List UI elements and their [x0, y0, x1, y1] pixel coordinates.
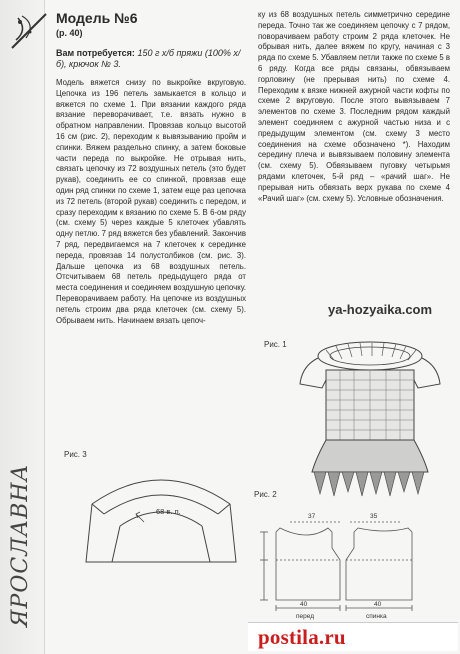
- instructions-right: ку из 68 воздушных петель симметрично середине переда. Точно так же соединяем цепочку с 7 рядом, поворачиваем работу строим 2 ряда клеточек. Не обрывая нить, далее вяжем по кругу, начиная с 3 ряда по схеме 5. Убавляем петли также по схеме 5 в 6 ряду. Когда все ряды связаны, обвязываем горловину (не прерывая нить) по схеме 4. Переходим к вязке нижней ажурной части кофты по схеме 2 вкруговую. После этого вывязываем 7 элементов по схеме 3. Последним рядом каждый элемент соединяем с ажурной частью низа и с предыдущим элементом (см. схему 3 место соединения на схеме обозначено *). Находим середину плеча и вывязываем половину элемента (см. схему 5). Обвязываем пуговку четырьмя рядами клеточек, 5-й ряд – «рачий шаг». Не прерывая нить обвязать верх рукава по схеме 4 «Рачий шаг» (см. схему 5). Условные обозначения.: [258, 10, 453, 203]
- dim-front-top: 37: [308, 513, 316, 520]
- model-title: Модель №6: [56, 10, 138, 26]
- figure-3-chain-label: 68 в. п.: [156, 507, 181, 516]
- materials-value: 150 г х/б пряжи (100% х/б), крючок № 3.: [56, 48, 241, 69]
- materials-label: Вам потребуется:: [56, 48, 135, 58]
- bottom-watermark-text: postila.ru: [258, 624, 346, 649]
- figure-3-label: Рис. 3: [64, 450, 87, 459]
- figure-3-neckline-diagram: [78, 462, 244, 598]
- corner-ornament-icon: [8, 10, 50, 52]
- right-column: [258, 10, 453, 204]
- figure-1-garment-sketch: [292, 340, 448, 498]
- dim-front-width: 40: [300, 601, 308, 608]
- figure-2-label: Рис. 2: [254, 490, 277, 499]
- magazine-logo: ЯРОСЛАВНА: [8, 463, 34, 627]
- bottom-watermark-banner: [248, 622, 458, 651]
- site-watermark: ya-hozyaika.com: [328, 302, 433, 317]
- dim-back-top: 35: [370, 513, 378, 520]
- dim-back-width: 40: [374, 601, 382, 608]
- figure-1-label: Рис. 1: [264, 340, 287, 349]
- label-front: перед: [296, 613, 315, 620]
- figure-2-pattern-schematic: [250, 508, 450, 620]
- page-reference: (р. 40): [56, 28, 83, 38]
- instructions-left: Модель вяжется снизу по выкройке вкруговую. Цепочка из 196 петель замыкается в кольцо и вяжется по схеме 1. При вязании каждого ряда вязание переворачивает, т.е. вязать нужно в обратном направлении. Провязав кольцо высотой 16 см (рис. 2), переходим к вывязыванию пройм и спинки. Вяжем раздельно спинку, а затем боковые части переда по выкройке. Не отрывая нить, связать цепочку из 72 воздушных петель (это будет рукав), соединить ее со спинкой, провязав еще один ряд спинки по схеме 1, затем еще раз цепочка из 72 петель (второй рукав) соединить с передом, и сразу переходим к вязанию по схеме 5. В 6-ом ряду (см. схему 5) через каждые 5 клеточек убавлять одну петлю. 7 ряд вяжется без убавлений. Закончив 7 ряд, передвигаемся на 7 клеточек к серединке переда, провязав 14 полустолбиков (см. рис. 3). Дальше цепочка из 68 воздушных петель. Отсчитываем 68 петель предыдущего ряда от места соединения и соединяем воздушную цепочку. Переворачиваем работу. На цепочке из воздушных петель строим два ряда клеточек (см. схему 5). Обрываем нить. Начинаем вязать цепоч-: [56, 78, 249, 325]
- left-column: [56, 10, 249, 326]
- materials-block: [56, 48, 246, 70]
- label-back: спинка: [366, 613, 387, 620]
